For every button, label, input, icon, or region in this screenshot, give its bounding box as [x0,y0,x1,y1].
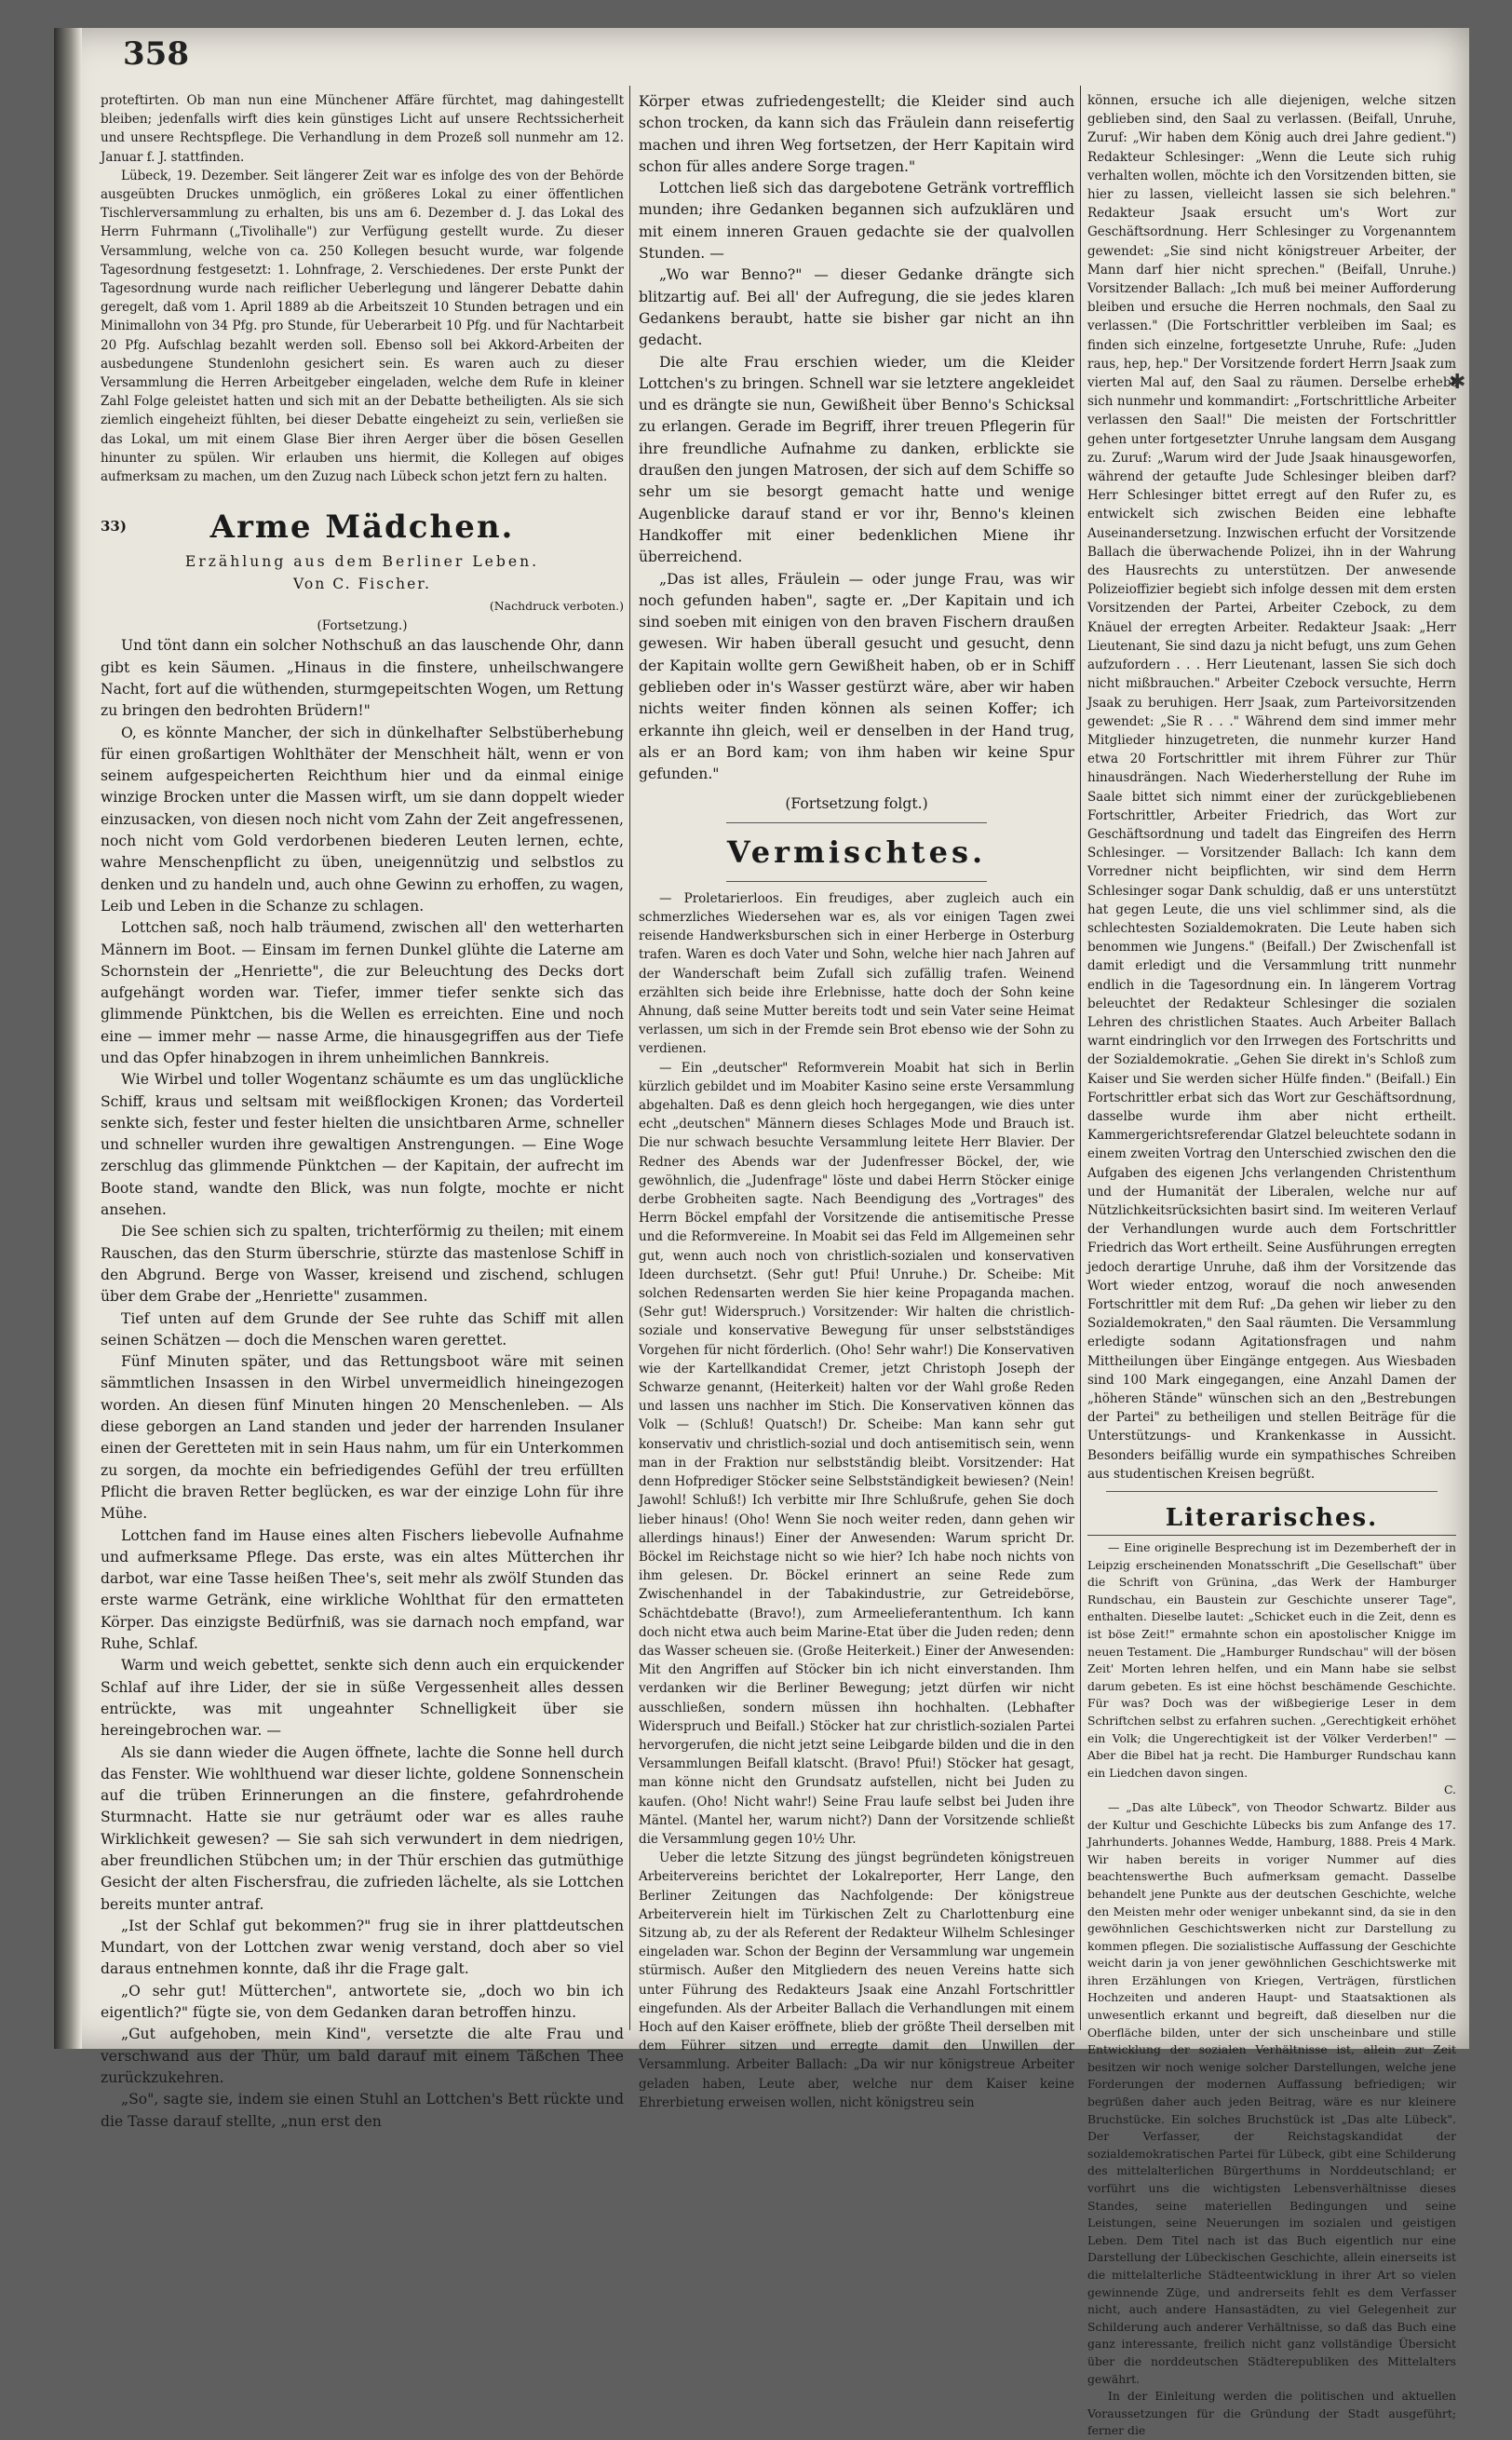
section-title-literarisches: Literarisches. [1087,1501,1456,1536]
literary-paragraph: In der Einleitung werden die politischen und aktuellen Voraussetzungen für die Gründung der Stadt ausgeführt; ferner die [1087,2389,1456,2438]
story-title: Arme Mädchen. [209,508,515,547]
page-number: 358 [123,35,189,73]
story-paragraph: „Wo war Benno?" — dieser Gedanke drängte sich blitzartig auf. Bei all' der Aufregung, die sie jedes klaren Gedankens beraubt, hatte sie bisher gar nicht an ihn gedacht. [639,266,1074,349]
serial-number: 33) [101,518,127,535]
story-paragraph: Lottchen saß, noch halb träumend, zwischen all' den wetterharten Männern im Boot. — Einsam im fernen Dunkel glühte die Laterne am Schornstein der „Henriette", die zur Beleuchtung des Decks dort aufgehängt worden war. Tiefer, immer tiefer senkte sich das glimmende Pünktchen, bis die Wellen es erreichten. Eine und noch eine — immer mehr — nasse Arme, die hinausgegriffen aus der Tiefe und das Opfer hinabzogen in ihrem unheimlichen Bannkreis. [101,919,624,1066]
section-divider [1106,1491,1438,1492]
misc-paragraph: Ueber die letzte Sitzung des jüngst begründeten königstreuen Arbeitervereins berichtet der Lokalreporter, Herr Lange, den Berliner Zeitungen das Nachfolgende: Der königstreue Arbeiterverein hielt im Türkischen Zelt zu Charlottenburg eine Sitzung ab, zu der als Referent der Redakteur Wilhelm Schlesinger eingeladen war. Schon der Beginn der Versammlung war ungemein stürmisch. Außer den Mitgliedern des neuen Vereins hatte sich unter Führung des Redakteurs Jsaak eine Anzahl Fortschrittler eingefunden. Als der Arbeiter Ballach die Verhandlungen mit einem Hoch auf den Kaiser eröffnete, blieb der größte Theil derselben mit dem Führer sitzen und erregte damit den Unwillen der Versammlung. Arbeiter Ballach: „Da wir nur königstreue Arbeiter geladen haben, Leute aber, welche nur dem Kaiser keine Ehrerbietung erweisen wollen, nicht königstreu sein [639,1850,1074,2110]
story-subtitle: Erzählung aus dem Berliner Leben. [184,553,540,571]
story-paragraph: O, es könnte Mancher, der sich in dünkelhafter Selbstüberhebung für einen großartigen Wohlthäter der Menschheit hält, wenn er von seinem aufgespeicherten Reichthum hier und da einmal einige winzige Brocken unter die Massen wirft, um sie dann doppelt wieder einzusacken, von diesen noch nicht vom Zahn der Zeit angefressenen, noch nicht vom Gold verdorbenen biederen Leuten lernen, echte, wahre Menschenpflicht zu üben, uneigennützig und selbstlos zu denken und zu handeln und, auch ohne Gewinn zu erhoffen, zu wagen, Leib und Leben in die Schanze zu schlagen. [101,724,624,915]
story-paragraph: „Gut aufgehoben, mein Kind", versetzte die alte Frau und verschwand aus der Thür, um bald darauf mit einem Täßchen Thee zurückzukehren. [101,2026,624,2086]
literary-signature: C. [1444,1783,1456,1797]
story-paragraph: Und tönt dann ein solcher Nothschuß an das lauschende Ohr, dann gibt es kein Säumen. „Hinaus in die finstere, unheilschwangere Nacht, fort auf die wüthenden, sturmgepeitschten Wogen, um Rettung zu bringen den bedrohten Brüdern!" [101,637,624,720]
column-1 [101,91,624,2130]
story-paragraph: Wie Wirbel und toller Wogentanz schäumte es um das unglückliche Schiff, kraus und seltsam mit weißflockigen Kronen; das Vorderteil senkte sich, fester und fester hielten die unsichtbaren Arme, schneller und schneller wurden ihre gewaltigen Anstrengungen. — Eine Woge zerschlug das glimmende Pünktchen — der Kapitain, der aufrecht im Boote stand, wandte den Blick, was nun folgte, mochte er nicht ansehen. [101,1071,624,1219]
story-paragraph: Lottchen ließ sich das dargebotene Getränk vortrefflich munden; ihre Gedanken begannen sich aufzuklären und mit einem inneren Grauen gedachte sie der qualvollen Stunden. — [639,180,1074,263]
story-paragraph: Lottchen fand im Hause eines alten Fischers liebevolle Aufnahme und aufmerksame Pflege. Das erste, was ein altes Mütterchen ihr darbot, war eine Tasse heißen Thee's, seit mehr als zwölf Stunden das erste warme Getränk, eine wirkliche Wohlthat für den ermatteten Körper. Das einzigste Bedürfniß, was sie darnach noch empfand, war Ruhe, Schlaf. [101,1526,624,1653]
story-paragraph: Tief unten auf dem Grunde der See ruhte das Schiff mit allen seinen Schätzen — doch die Menschen waren gerettet. [101,1309,624,1349]
column-rule [1080,86,1081,2030]
story-paragraph: Als sie dann wieder die Augen öffnete, lachte die Sonne hell durch das Fenster. Wie wohlthuend war dieser lichte, goldene Sonnenschein auf die trüben Erinnerungen an die finstere, gefahrdrohende Sturmnacht. Hatte sie nur geträumt oder war es alles rauhe Wirklichkeit gewesen? — Sie sah sich verwundert in dem niedrigen, aber freundlichen Stübchen um; in der Thür erschien das gutmüthige Gesicht der alten Fischersfrau, die zufrieden lächelte, als sie Lottchen bereits munter antraf. [101,1743,624,1913]
story-paragraph: Die alte Frau erschien wieder, um die Kleider Lottchen's zu bringen. Schnell war sie letztere angekleidet und es drängte sie nun, Gewißheit über Benno's Schicksal zu erlangen. Gerade im Begriff, ihrer treuen Pflegerin für ihre freundliche Aufnahme zu danken, erblickte sie draußen den jungen Matrosen, der sich auf dem Schiffe so sehr um sie besorgt gemacht hatte und wenige Augenblicke darauf stand er vor ihr, Benno's kleinen Handkoffer mit einer bedenklichen Miene ihr überreichend. [639,353,1074,566]
story-paragraph: „Das ist alles, Fräulein — oder junge Frau, was wir noch gefunden haben", sagte er. „Der Kapitain und ich sind soeben mit einigen von den braven Fischern draußen gewesen. Wir haben überall gesucht und gesucht, denn der Kapitain wollte gern Gewißheit haben, ob er in Schiff geblieben oder in's Wasser gestürzt wäre, aber wir haben nichts weiter finden können als seinen Koffer; ich erkannte ihn gleich, weil er denselben in der Hand trug, als er an Bord kam; von ihm haben wir keine Spur gefunden." [639,570,1074,783]
story-author: Von C. Fischer. [292,575,432,592]
section-divider [726,881,988,882]
story-paragraph: „Ist der Schlaf gut bekommen?" frug sie in ihrer plattdeutschen Mundart, von der Lottchen zwar wenig verstand, doch aber so viel daraus entnehmen konnte, daß ihr die Frage galt. [101,1917,624,1978]
column-rule [629,86,630,2030]
column-2 [639,91,1074,2110]
story-paragraph: Körper etwas zufriedengestellt; die Kleider sind auch schon trocken, da kann sich das Fräulein dann reisefertig machen und ihren Weg fortsetzen, der Herr Kapitain wird schon für alles andere Sorge tragen." [639,93,1074,175]
story-paragraph: „So", sagte sie, indem sie einen Stuhl an Lottchen's Bett rückte und die Tasse darauf stellte, „nun erst den [101,2091,624,2130]
section-title-vermischtes: Vermischtes. [726,834,987,870]
story-header [101,505,624,549]
reprint-note: (Nachdruck verboten.) [489,598,624,613]
story-paragraph: Die See schien sich zu spalten, trichterförmig zu theilen; mit einem Rauschen, das den Sturm überschrie, stürzte das mastenlose Schiff in den Abgrund. Berge von Wasser, kreisend und zischend, schlugen über dem Grabe der „Henriette" zusammen. [101,1223,624,1306]
column-3 [1087,91,1456,2438]
story-paragraph: „O sehr gut! Mütterchen", antwortete sie, „doch wo bin ich eigentlich?" fügte sie, von dem Gedanken daran betroffen hinzu. [101,1982,624,2022]
literary-paragraph: — Eine originelle Besprechung ist im Dezemberheft der in Leipzig erscheinenden Monatsschrift „Die Gesellschaft" über die Schrift von Grünina, „das Werk der Hamburger Rundschau, ein Baustein zur Geschichte unserer Tage", enthalten. Dieselbe lautet: „Schicket euch in die Zeit, denn es ist böse Zeit!" ermahnte schon ein apostolischer Knigge im neuen Testament. Die „Hamburger Rundschau" will der bösen Zeit' Morten lehren helfen, und ein Mann habe sie selbst darum gebeten. Es ist eine höchst beschämende Geschichte. Für was? Doch was der wißbegierige Leser in dem Schriftchen selbst zu erfahren suchen. „Gerechtigkeit erhöhet ein Volk; die Ungerechtigkeit ist der Völker Verderben!" — Aber die Bibel hat ja recht. Die Hamburger Rundschau kann ein Liedchen davon singen. [1087,1540,1456,1780]
story-paragraph: Warm und weich gebettet, senkte sich denn auch ein erquickender Schlaf auf ihre Lider, der sie in süße Vergessenheit alles dessen entrückte, was mit ungeahnter Schnelligkeit über sie hereingebrochen war. — [101,1657,624,1740]
misc-paragraph: — Ein „deutscher" Reformverein Moabit hat sich in Berlin kürzlich gebildet und im Moabiter Kasino seine erste Versammlung abgehalten. Daß es denn gleich hoch hergegangen, wie dies unter echt „deutschen" Männern dieses Schlages Mode und Brauch ist. Die nur schwach besuchte Versammlung leitete Herr Blavier. Der Redner des Abends war der Judenfresser Böckel, der, wie gewöhnlich, die „Judenfrage" löste und dabei Herrn Stöcker einige derbe Grobheiten sagte. Nach Beendigung des „Vortrages" des Herrn Böckel empfahl der Vorsitzende die antisemitische Presse und die Reformvereine. In Moabit sei das Feld im Allgemeinen sehr gut, wenn auch noch von christlich-sozialen und konservativen Ideen durchsetzt. (Sehr gut! Pfui! Unruhe.) Dr. Scheibe: Mit solchen Redensarten werden Sie hier keine Propaganda machen. (Sehr gut! Widerspruch.) Vorsitzender: Wir halten die christlich-soziale und konservative Bewegung für unser selbstständiges Vorgehen für nicht förderlich. (Oho! Sehr wahr!) Die Konservativen wie der Kartellkandidat Cremer, jetzt Christoph Joseph der Schwarze genannt, (Heiterkeit) halten vor der Wahl große Reden und lassen uns nachher im Stich. Die Konservativen können das Volk — (Schluß! Quatsch!) Dr. Scheibe: Man kann sehr gut konservativ und christlich-sozial und doch antisemitisch sein, wenn man in der Fraktion nur selbstständig bleibt. Vorsitzender: Hat denn Hofprediger Stöcker seine Selbstständigkeit bewiesen? (Nein! Jawohl! Schluß!) Ich verbitte mir Ihre Schlußrufe, gehen Sie doch lieber hinaus! (Oho! Wenn Sie noch weiter reden, dann gehen wir allerdings hinaus!) Einer der Anwesenden: Warum spricht Dr. Böckel im Reichstage nicht so wie hier? Ich habe noch nichts von ihm gelesen. Dr. Böckel erinnert an seine Rede zum Zwischenhandel in der Tabakindustrie, zur Getreidebörse, Schächtdebatte (Bravo!), zum Armeelieferantenthum. Ich kann doch nicht etwa auch beim Marine-Etat über die Juden reden; denn das Wasser scheuen sie. (Große Heiterkeit.) Einer der Anwesenden: Mit den Angriffen auf Stöcker bin ich nicht einverstanden. Ihm verdanken wir die Berliner Bewegung; jetzt dürfen wir nicht ausschließen, sondern müssen ihn hochhalten. (Lebhafter Widerspruch und Beifall.) Stöcker hat zur christlich-sozialen Partei hervorgerufen, die nicht jetzt seine Leibgarde bilden und die in den Versammlungen Beifall klatscht. (Bravo! Pfui!) Stöcker hat gesagt, man könne nicht den Grundsatz aufstellen, nicht bei Juden zu kaufen. (Oho! Nicht wahr!) Seine Frau laufe selbst bei Juden ihre Mäntel. (Mantel her, warum nicht?) Dann der Vorsitzende schließt die Versammlung gegen 10½ Uhr. [639,1060,1074,1847]
misc-paragraph: — Proletarierloos. Ein freudiges, aber zugleich auch ein schmerzliches Wiedersehen war es, als vor einigen Tagen zwei reisende Handwerksburschen sich in einer Herberge in Osterburg trafen. Waren es doch Vater und Sohn, welche hier nach Jahren auf der Wanderschaft beim Zufall sich zufällig trafen. Weinend erzählten sich beide ihre Erlebnisse, hatte doch der Sohn keine Ahnung, daß seine Mutter bereits todt und sein Vater seine Heimat verlassen, um sich in der Fremde sein Brot ebenso wie der Sohn zu verdienen. [639,890,1074,1057]
article-paragraph: Lübeck, 19. Dezember. Seit längerer Zeit war es infolge des von der Behörde ausgeübten Druckes unmöglich, ein größeres Lokal zu einer öffentlichen Tischlerversammlung zu erhalten, bis uns am 6. Dezember d. J. das Lokal des Herrn Fuhrmann („Tivolihalle") zur Verfügung gestellt wurde. Zu dieser Versammlung, welche von ca. 250 Kollegen besucht wurde, war folgende Tagesordnung festgesetzt: 1. Lohnfrage, 2. Verschiedenes. Der erste Punkt der Tagesordnung wurde nach reiflicher Ueberlegung und längerer Debatte dahin geregelt, daß vom 1. April 1889 ab die Arbeitszeit 10 Stunden betragen und ein Minimallohn von 34 Pfg. pro Stunde, für Ueberarbeit 10 Pfg. und für Nachtarbeit 20 Pfg. Aufschlag bezahlt werden soll. Ebenso soll bei Akkord-Arbeiten der ausbedungene Stundenlohn gesichert sein. Es waren auch zu dieser Versammlung die Herren Arbeitgeber eingeladen, welche dem Rufe in kleiner Zahl Folge geleistet hatten und sich mit an der Debatte betheiligten. Als sie sich ziemlich eingeheizt fühlten, bei dieser Debatte eingeheizt zu sein, verließen sie das Lokal, um mit einem Glase Bier ihren Aerger über die bösen Gesellen hinunter zu spülen. Wir erlauben uns hiermit, die Kollegen auf obiges aufmerksam zu machen, um den Zuzug nach Lübeck schon jetzt fern zu halten. [101,168,624,485]
literary-paragraph: — „Das alte Lübeck", von Theodor Schwartz. Bilder aus der Kultur und Geschichte Lübecks bis zum Anfange des 17. Jahrhunderts. Johannes Wedde, Hamburg, 1888. Preis 4 Mark. Wir haben bereits in voriger Nummer auf dies beachtenswerthe Buch aufmerksam gemacht. Dasselbe behandelt jene Punkte aus der deutschen Geschichte, welche den Meisten mehr oder weniger unbekannt sind, da sie in den gewöhnlichen Geschichtswerken nicht zur Darstellung zu kommen pflegen. Die sozialistische Auffassung der Geschichte weicht darin ja von jener gewöhnlichen Geschichtswerke mit ihren Erzählungen von Kriegen, Verträgen, fürstlichen Hochzeiten und anderen Haupt- und Staatsaktionen als unwesentlich erkannt und begreift, daß dieselben nur die Oberfläche bilden, unter der sich unscheinbare und stille Entwicklung der sozialen Verhältnisse ist, allein zur Zeit besitzen wir noch wenige solcher Darstellungen, welche jene Forderungen der modernen Auffassung befriedigen; wir begrüßen daher auch jeden Beitrag, wäre es nur kleinere Bruchstücke. Ein solches Bruchstück ist „Das alte Lübeck". Der Verfasser, der Reichstagskandidat der sozialdemokratischen Partei für Lübeck, gibt eine Schilderung des mittelalterlichen Bürgerthums in Norddeutschland; er vorführt uns die wichtigsten Lebensverhältnisse dieses Standes, seine materiellen Bedingungen und seine Leistungen, seine Neuerungen im sozialen und geistigen Leben. Dem Titel nach ist das Buch eigentlich nur eine Darstellung der Lübeckischen Geschichte, allein einerseits ist die mittelalterliche Städteentwicklung in ihrer Art so vielen gewinnende Züge, und andrerseits fehlt es dem Verfasser nicht, auch andere Hansastädten, zu viel Gelegenheit zur Schilderung auch anderer Verhältnisse, so daß das Buch eine ganz interessante, freilich nicht ganz vollständige Übersicht über die norddeutschen Städterepubliken des Mittelalters gewährt. [1087,1799,1456,2386]
section-divider [726,822,988,823]
book-spine-shadow [54,28,82,2049]
story-paragraph: Fünf Minuten später, und das Rettungsboot wäre mit seinen sämmtlichen Insassen in den Wirbel unvermeidlich hineingezogen worden. An diesen fünf Minuten hingen 20 Menschenleben. — Als diese geborgen an Land standen und jeder der harrenden Insulaner einen der Geretteten mit in sein Haus nahm, um für ein Unterkommen zu sorgen, da mochte ein befriedigendes Gefühl der treu erfüllten Pflicht die braven Retter beglücken, es war der einzige Lohn für ihre Mühe. [101,1353,624,1523]
newspaper-page [54,28,1469,2438]
to-be-continued-note: (Fortsetzung folgt.) [785,794,928,812]
article-paragraph: können, ersuche ich alle diejenigen, welche sitzen geblieben sind, den Saal zu verlassen. (Beifall, Unruhe, Zuruf: „Wir haben dem König auch drei Jahre gedient.") Redakteur Schlesinger: „Wenn die Leute sich ruhig verhalten wollen, möchte ich den Vorsitzenden bitten, sie hier zu lassen, vielleicht lassen sie sich belehren." Redakteur Jsaak ersucht um's Wort zur Geschäftsordnung. Herr Schlesinger zu Vorgenanntem gewendet: „Sie sind nicht königstreuer Arbeiter, der Mann darf hier nicht sprechen." (Beifall, Unruhe.) Vorsitzender Ballach: „Ich muß bei meiner Aufforderung bleiben und ersuche die Herren nochmals, den Saal zu verlassen." (Die Fortschrittler verbleiben im Saal; es finden sich einzelne, fortgesetzte Unruhe, Rufe: „Juden raus, hep, hep." Der Vorsitzende fordert Herrn Jsaak zum vierten Mal auf, den Saal zu räumen. Derselbe erhebt sich nunmehr und kommandirt: „Fortschrittliche Arbeiter verlassen den Saal!" Die meisten der Fortschrittler gehen unter fortgesetzter Unruhe langsam dem Ausgang zu. Zuruf: „Warum wird der Jude Jsaak hinausgeworfen, während der getaufte Jude Schlesinger bleiben darf? Herr Schlesinger bittet erregt auf den Rufer zu, es entwickelt sich zwischen Beiden eine lebhafte Auseinandersetzung. Inzwischen erfucht der Vorsitzende Ballach die überwachende Polizei, ihn in der Wahrung des Hausrechts zu unterstützen. Der anwesende Polizeioffizier begiebt sich infolge dessen mit dem ersten Vorsitzenden der Partei, Arbeiter Czebock, zu dem Knäuel der erregten Arbeiter. Redakteur Jsaak: „Herr Lieutenant, Sie sind dazu ja nicht befugt, uns zum Gehen aufzufordern . . . Herr Lieutenant, lassen Sie sich doch nicht mißbrauchen." Arbeiter Czebock versuchte, Herrn Jsaak zu beruhigen. Herr Jsaak, zum Parteivorsitzenden gewendet: „Sie R . . ." Während dem sind immer mehr Mitglieder hinzugetreten, die nunmehr kurzer Hand etwa 20 Fortschrittler mit ihrem Führer zur Thür hinausdrängen. Nach Wiederherstellung der Ruhe im Saale bittet sich nimmt einer der zurückgebliebenen Fortschrittler, Arbeiter Friedrich, das Wort zur Geschäftsordnung und tadelt das Eingreifen des Herrn Schlesinger. — Vorsitzender Ballach: Ich kann dem Vorredner nicht beipflichten, wir sind dem Herrn Schlesinger sogar Dank schuldig, daß er uns unterstützt hat gegen Leute, die uns viel schlimmer sind, als die schlechtesten Sozialdemokraten. Die Leute haben sich benommen wie Jungens." (Beifall.) Der Zwischenfall ist damit erledigt und die Versammlung tritt nunmehr endlich in die Tagesordnung ein. In längerem Vortrag beleuchtet der Redakteur Schlesinger die sozialen Lehren des christlichen Staates. Auch Arbeiter Ballach warnt eindringlich vor den Irrwegen des Fortschritts und der Sozialdemokratie. „Gehen Sie direkt in's Schloß zum Kaiser und Sie werden sicher Hülfe finden." (Beifall.) Ein Fortschrittler erbat sich das Wort zur Geschäftsordnung, dasselbe wurde ihm aber nicht ertheilt. Kammergerichtsreferendar Glatzel beleuchtete sodann in einem zweiten Vortrag den Unterschied zwischen den die Aufgaben des eigenen Jchs verlangenden Christenthum und der Humanität der Liberalen, welche nur auf Nützlichkeitsrücksichten basirt sind. Im weiteren Verlauf der Verhandlungen wurde auch dem Fortschrittler Friedrich das Wort ertheilt. Seine Ausführungen erregten jedoch derartige Unruhe, daß ihm der Vorsitzende das Wort wieder entzog, worauf die noch anwesenden Fortschrittler mit dem Ruf: „Da gehen wir lieber zu den Sozialdemokraten," den Saal räumten. Die Versammlung erledigte sodann Agitationsfragen und nahm Mittheilungen über Eingänge entgegen. Aus Wiesbaden sind 100 Mark eingegangen, eine Anzahl Damen der „höheren Stände" wünschen sich an den „Bestrebungen der Partei" zu betheiligen und stellen Beiträge für die Unterstützungs- und Krankenkasse in Aussicht. Besonders beifällig wurde ein sympathisches Schreiben aus studentischen Kreisen begrüßt. [1087,93,1456,1482]
continued-note: (Fortsetzung.) [317,618,408,634]
article-paragraph: proteftirten. Ob man nun eine Münchener Affäre fürchtet, mag dahingestellt bleiben; jedenfalls wirft dies kein günstiges Licht auf unsere Rechtssicherheit und unsere Rechtspflege. Die Verhandlung in dem Prozeß soll nunmehr am 12. Januar f. J. stattfinden. [101,93,624,165]
margin-star-mark: ✱ [1449,371,1466,394]
